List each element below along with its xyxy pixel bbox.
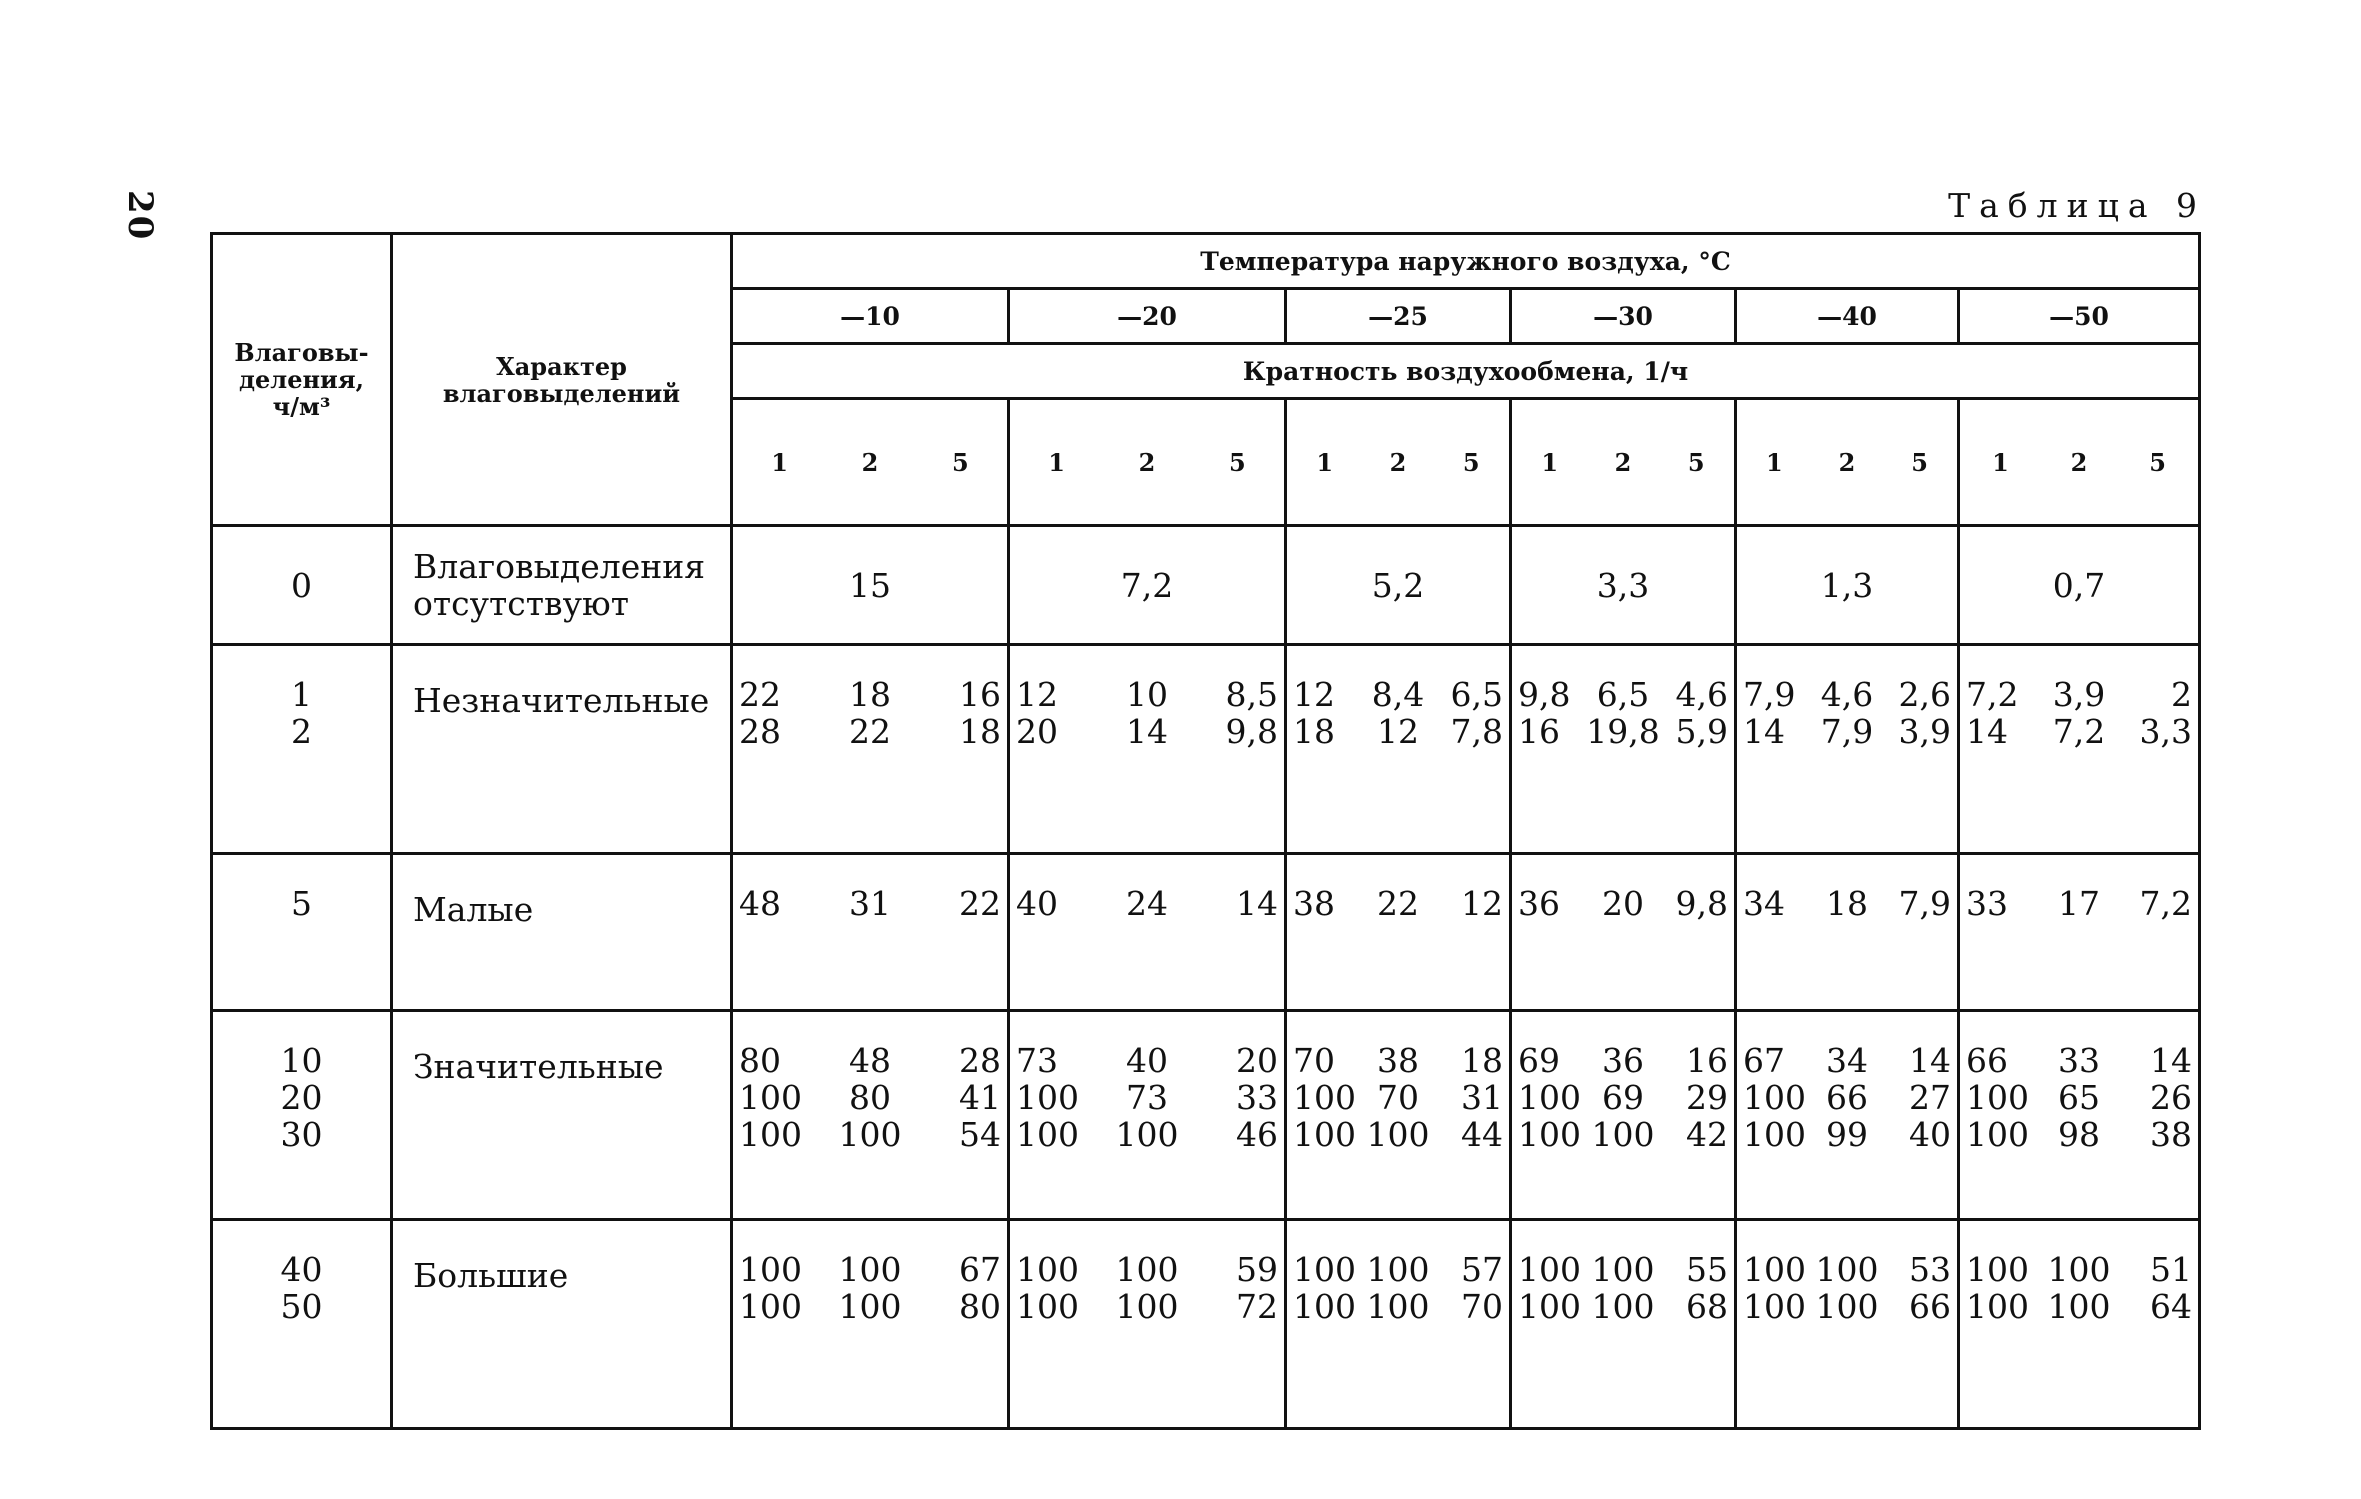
value-cell: 5,9	[1675, 712, 1729, 751]
moisture-value: 0	[291, 565, 312, 605]
value-cell: 100	[1115, 1287, 1179, 1326]
value-group	[1959, 526, 2200, 645]
rate-label: 1	[1541, 447, 1559, 477]
value-cell: 20	[1016, 712, 1058, 751]
value-cell: 7,8	[1450, 712, 1503, 751]
value-cell: 3,9	[2052, 675, 2106, 714]
value-cell: 59	[1235, 1250, 1278, 1289]
value-cell: 70	[1293, 1041, 1335, 1080]
value-cell: 27	[1908, 1078, 1951, 1117]
value-cell: 36	[1602, 1041, 1644, 1080]
value-cell: 100	[739, 1115, 802, 1154]
value-cell: 17	[2058, 884, 2101, 923]
value-cell: 48	[739, 884, 781, 923]
value-cell: 100	[1293, 1115, 1356, 1154]
value-cell: 100	[1591, 1115, 1655, 1154]
value-cell: 100	[838, 1115, 902, 1154]
value-cell: 7,9	[1898, 884, 1951, 923]
rate-group	[1286, 399, 1511, 526]
value-cell: 33	[1235, 1078, 1278, 1117]
value-group	[1736, 526, 1959, 645]
rate-label: 2	[1614, 447, 1632, 477]
value-cell: 100	[1016, 1078, 1079, 1117]
temp-header: —25	[1286, 289, 1511, 344]
moisture-value: 5	[291, 884, 312, 923]
value-cell: 16	[1518, 712, 1560, 751]
character-label: Незначительные	[413, 681, 710, 720]
rate-label: 5	[1462, 447, 1480, 477]
value-cell: 100	[1743, 1287, 1806, 1326]
value-cell: 100	[1518, 1078, 1581, 1117]
header-char-cell	[392, 234, 732, 526]
value-cell: 70	[1461, 1287, 1503, 1326]
value-cell: 34	[1825, 1041, 1868, 1080]
value-cell: 67	[1743, 1041, 1785, 1080]
value-cell: 80	[848, 1078, 891, 1117]
table-header	[212, 234, 2200, 526]
character-cell	[392, 526, 732, 645]
value-cell: 40	[1908, 1115, 1951, 1154]
value-cell: 100	[1518, 1250, 1581, 1289]
value-cell: 18	[1461, 1041, 1503, 1080]
value-cell: 46	[1235, 1115, 1278, 1154]
value-cell: 7,2	[1966, 675, 2019, 714]
value-group	[1959, 645, 2200, 854]
value-group	[1009, 854, 1286, 1011]
rate-label: 1	[1048, 447, 1065, 477]
value-cell: 69	[1518, 1041, 1560, 1080]
moisture-value: 10	[280, 1041, 323, 1080]
value-cell: 10	[1125, 675, 1168, 714]
value-cell: 22	[848, 712, 891, 751]
value-cell: 53	[1908, 1250, 1951, 1289]
value-cell: 100	[1815, 1287, 1879, 1326]
rate-label: 5	[952, 447, 969, 477]
value-cell: 100	[1016, 1115, 1079, 1154]
value-cell: 100	[1591, 1287, 1655, 1326]
header-vol-cell	[212, 234, 392, 526]
value-cell: 100	[838, 1250, 902, 1289]
value-cell: 22	[739, 675, 781, 714]
value-group	[1009, 645, 1286, 854]
value-group	[1286, 526, 1511, 645]
value-cell: 100	[1115, 1115, 1179, 1154]
rate-label: 5	[1229, 447, 1246, 477]
value-group	[1511, 854, 1736, 1011]
value-group	[1736, 854, 1959, 1011]
rate-label: 5	[1911, 447, 1928, 477]
rate-label: 2	[1838, 447, 1856, 477]
moisture-value-cell	[212, 645, 392, 854]
value-cell: 14	[2150, 1041, 2193, 1080]
value-cell: 42	[1686, 1115, 1728, 1154]
value-cell: 31	[1461, 1078, 1503, 1117]
rate-group	[1736, 399, 1959, 526]
value-cell: 100	[2047, 1287, 2111, 1326]
value-cell: 28	[739, 712, 781, 751]
moisture-value-cell	[212, 1220, 392, 1429]
character-cell	[392, 854, 732, 1011]
header-char-line: Характер	[496, 351, 627, 381]
table-row	[212, 1220, 2200, 1429]
rate-label: 5	[1687, 447, 1705, 477]
temp-header: —30	[1511, 289, 1736, 344]
value-cell: 1,3	[1820, 565, 1874, 605]
value-cell: 22	[958, 884, 1001, 923]
value-group	[732, 645, 1009, 854]
value-cell: 98	[2058, 1115, 2101, 1154]
value-group	[1511, 1011, 1736, 1220]
moisture-value-cell	[212, 1011, 392, 1220]
value-cell: 100	[739, 1078, 802, 1117]
value-group	[1736, 1220, 1959, 1429]
value-cell: 12	[1377, 712, 1419, 751]
value-cell: 14	[1966, 712, 2008, 751]
value-cell: 40	[1125, 1041, 1168, 1080]
value-cell: 2	[2171, 675, 2193, 714]
value-cell: 4,6	[1820, 675, 1874, 714]
value-cell: 99	[1825, 1115, 1868, 1154]
value-cell: 33	[1966, 884, 2008, 923]
value-cell: 7,2	[2052, 712, 2106, 751]
rate-label: 2	[2070, 447, 2088, 477]
value-cell: 100	[1966, 1287, 2029, 1326]
value-cell: 57	[1461, 1250, 1503, 1289]
value-cell: 100	[1966, 1250, 2029, 1289]
page-number: 20	[120, 190, 160, 242]
value-cell: 4,6	[1675, 675, 1728, 714]
value-cell: 3,9	[1898, 712, 1951, 751]
value-group	[1286, 645, 1511, 854]
value-cell: 18	[958, 712, 1001, 751]
value-cell: 69	[1602, 1078, 1644, 1117]
value-group	[1959, 1011, 2200, 1220]
value-cell: 14	[1235, 884, 1278, 923]
value-cell: 7,9	[1820, 712, 1874, 751]
temp-header: —20	[1009, 289, 1286, 344]
value-cell: 8,5	[1225, 675, 1278, 714]
value-cell: 48	[848, 1041, 891, 1080]
value-cell: 100	[1293, 1078, 1356, 1117]
value-cell: 2,6	[1898, 675, 1951, 714]
value-group	[1286, 1011, 1511, 1220]
moisture-value: 30	[280, 1115, 323, 1154]
character-cell	[392, 645, 732, 854]
value-cell: 3,3	[1596, 565, 1650, 605]
value-cell: 100	[1743, 1250, 1806, 1289]
value-cell: 100	[1115, 1250, 1179, 1289]
value-cell: 5,2	[1371, 565, 1425, 605]
value-cell: 100	[1366, 1115, 1430, 1154]
value-cell: 14	[1125, 712, 1168, 751]
value-cell: 73	[1125, 1078, 1168, 1117]
value-cell: 100	[1293, 1250, 1356, 1289]
value-cell: 100	[1591, 1250, 1655, 1289]
value-group	[1959, 1220, 2200, 1429]
value-cell: 72	[1235, 1287, 1278, 1326]
value-group	[732, 854, 1009, 1011]
character-label: отсутствуют	[413, 584, 629, 623]
value-cell: 33	[2058, 1041, 2101, 1080]
rate-group	[1511, 399, 1736, 526]
header-vol-line: ч/м³	[272, 392, 331, 421]
value-cell: 100	[1518, 1115, 1581, 1154]
value-cell: 20	[1602, 884, 1644, 923]
value-cell: 6,5	[1450, 675, 1503, 714]
rate-caption: Кратность воздухообмена, 1/ч	[732, 344, 2200, 399]
value-cell: 100	[1966, 1115, 2029, 1154]
value-cell: 51	[2150, 1250, 2193, 1289]
value-cell: 12	[1461, 884, 1503, 923]
value-cell: 73	[1016, 1041, 1058, 1080]
value-cell: 66	[1908, 1287, 1951, 1326]
moisture-value: 40	[280, 1250, 323, 1289]
table-row	[212, 526, 2200, 645]
moisture-value: 20	[280, 1078, 323, 1117]
value-group	[1511, 1220, 1736, 1429]
moisture-value: 1	[291, 675, 312, 714]
value-group	[1511, 526, 1736, 645]
value-cell: 8,4	[1371, 675, 1425, 714]
temp-caption: Температура наружного воздуха, °С	[732, 234, 2200, 289]
value-cell: 100	[739, 1287, 802, 1326]
value-cell: 20	[1235, 1041, 1278, 1080]
value-cell: 7,2	[2139, 884, 2193, 923]
value-cell: 100	[1366, 1287, 1430, 1326]
rate-label: 2	[1138, 447, 1156, 477]
value-group	[732, 1011, 1009, 1220]
header-vol-line: Влаговы-	[234, 338, 369, 367]
value-group	[1286, 854, 1511, 1011]
value-group	[1511, 645, 1736, 854]
character-label: Малые	[413, 890, 534, 929]
value-group	[1286, 1220, 1511, 1429]
header-char-line: влаговыделений	[442, 378, 681, 408]
value-cell: 28	[958, 1041, 1001, 1080]
data-table	[210, 232, 2201, 1430]
value-cell: 12	[1293, 675, 1335, 714]
rate-group	[1959, 399, 2200, 526]
value-cell: 100	[1743, 1115, 1806, 1154]
value-cell: 100	[1815, 1250, 1879, 1289]
character-label: Большие	[413, 1256, 569, 1295]
value-group	[732, 526, 1009, 645]
value-cell: 36	[1518, 884, 1560, 923]
value-cell: 100	[1016, 1250, 1079, 1289]
value-cell: 100	[838, 1287, 902, 1326]
value-cell: 41	[958, 1078, 1001, 1117]
value-cell: 38	[1377, 1041, 1419, 1080]
value-cell: 18	[1825, 884, 1868, 923]
value-cell: 18	[1293, 712, 1335, 751]
table-body	[212, 526, 2200, 1429]
header-vol-line: деления,	[239, 365, 364, 394]
character-cell	[392, 1220, 732, 1429]
value-group	[732, 1220, 1009, 1429]
value-cell: 100	[1743, 1078, 1806, 1117]
value-cell: 16	[1686, 1041, 1728, 1080]
value-cell: 100	[1518, 1287, 1581, 1326]
value-cell: 70	[1377, 1078, 1419, 1117]
temp-header: —50	[1959, 289, 2200, 344]
rate-label: 1	[1316, 447, 1334, 477]
value-cell: 68	[1686, 1287, 1728, 1326]
value-cell: 64	[2150, 1287, 2193, 1326]
value-cell: 67	[958, 1250, 1001, 1289]
value-cell: 9,8	[1518, 675, 1571, 714]
character-label: Влаговыделения	[413, 547, 706, 586]
value-cell: 26	[2150, 1078, 2193, 1117]
value-cell: 38	[2150, 1115, 2193, 1154]
value-group	[1009, 1220, 1286, 1429]
table-row	[212, 645, 2200, 854]
character-cell	[392, 1011, 732, 1220]
value-cell: 3,3	[2139, 712, 2193, 751]
value-cell: 31	[848, 884, 891, 923]
table-title: Таблица 9	[1948, 186, 2206, 225]
value-cell: 16	[958, 675, 1001, 714]
value-cell: 12	[1016, 675, 1058, 714]
value-cell: 24	[1125, 884, 1168, 923]
value-cell: 54	[958, 1115, 1001, 1154]
value-cell: 9,8	[1675, 884, 1728, 923]
value-cell: 100	[1016, 1287, 1079, 1326]
value-cell: 7,2	[1120, 565, 1174, 605]
table-row	[212, 854, 2200, 1011]
value-cell: 14	[1743, 712, 1785, 751]
temp-header: —40	[1736, 289, 1959, 344]
value-cell: 15	[849, 565, 891, 605]
table-row	[212, 1011, 2200, 1220]
rate-label: 1	[1992, 447, 2009, 477]
value-cell: 55	[1686, 1250, 1728, 1289]
value-cell: 22	[1377, 884, 1419, 923]
value-group	[1009, 1011, 1286, 1220]
value-cell: 80	[958, 1287, 1001, 1326]
character-label: Значительные	[413, 1047, 664, 1086]
value-cell: 100	[1366, 1250, 1430, 1289]
moisture-value: 2	[291, 712, 312, 751]
value-cell: 66	[1966, 1041, 2008, 1080]
value-cell: 7,9	[1743, 675, 1796, 714]
value-cell: 0,7	[2052, 565, 2106, 605]
value-cell: 65	[2058, 1078, 2101, 1117]
rate-label: 1	[1766, 447, 1783, 477]
value-cell: 100	[1966, 1078, 2029, 1117]
value-group	[1959, 854, 2200, 1011]
value-cell: 6,5	[1596, 675, 1650, 714]
value-cell: 40	[1016, 884, 1058, 923]
value-cell: 100	[2047, 1250, 2111, 1289]
value-group	[1736, 645, 1959, 854]
value-group	[1009, 526, 1286, 645]
value-cell: 19,8	[1586, 712, 1660, 751]
value-cell: 100	[739, 1250, 802, 1289]
moisture-value-cell	[212, 854, 392, 1011]
value-cell: 29	[1686, 1078, 1728, 1117]
value-cell: 14	[1908, 1041, 1951, 1080]
rate-group	[1009, 399, 1286, 526]
value-cell: 80	[739, 1041, 781, 1080]
value-cell: 100	[1293, 1287, 1356, 1326]
moisture-value-cell	[212, 526, 392, 645]
rate-group	[732, 399, 1009, 526]
rate-label: 2	[861, 447, 879, 477]
value-cell: 18	[848, 675, 891, 714]
rate-label: 5	[2149, 447, 2166, 477]
value-cell: 9,8	[1225, 712, 1278, 751]
value-cell: 34	[1743, 884, 1785, 923]
moisture-value: 50	[280, 1287, 323, 1326]
rate-label: 1	[771, 447, 788, 477]
temp-header: —10	[732, 289, 1009, 344]
rate-label: 2	[1389, 447, 1407, 477]
value-group	[1736, 1011, 1959, 1220]
value-cell: 66	[1825, 1078, 1868, 1117]
value-cell: 38	[1293, 884, 1335, 923]
value-cell: 44	[1461, 1115, 1503, 1154]
